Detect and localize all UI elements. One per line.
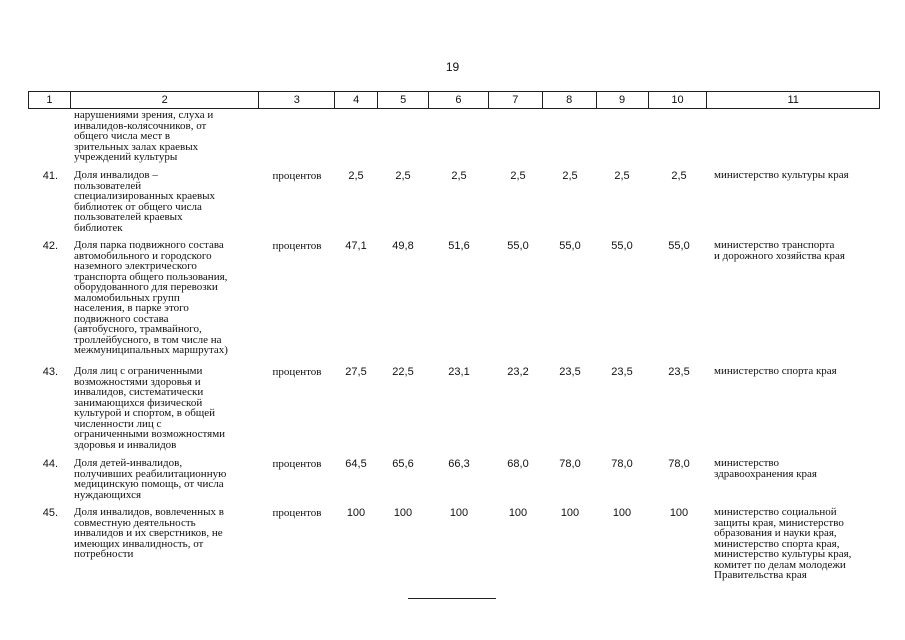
value-cell: 47,1 (345, 240, 367, 252)
row-index: 45. (42, 507, 58, 519)
name-line: учреждений культуры (74, 151, 178, 163)
name-line: нарушениями зрения, слуха и (74, 109, 214, 121)
unit-cell: процентов (272, 507, 322, 519)
name-line: потребности (74, 548, 134, 560)
name-line: совместную деятельность (74, 516, 196, 529)
name-line: занимающихся физической (74, 396, 203, 409)
name-line: транспорта общего пользования, (74, 270, 228, 283)
value-cell: 23,5 (668, 366, 690, 378)
value-cell: 78,0 (559, 458, 581, 470)
table-header-row (28, 91, 880, 109)
column-header-3: 3 (259, 92, 335, 108)
name-line: населения, в парке этого (74, 302, 189, 314)
column-header-4: 4 (335, 92, 378, 108)
value-cell: 23,5 (559, 366, 581, 378)
column-header-11: 11 (787, 94, 799, 106)
value-cell: 49,8 (392, 240, 414, 252)
column-header-6: 6 (429, 92, 489, 108)
value-cell: 2,5 (614, 170, 630, 182)
name-line: ограниченными возможностями (74, 428, 226, 440)
value-cell: 100 (560, 507, 580, 519)
value-cell: 100 (612, 507, 632, 519)
value-cell: 68,0 (507, 458, 529, 470)
value-cell: 2,5 (451, 170, 467, 182)
responsible-line: защиты края, министерство (714, 516, 844, 529)
value-cell: 55,0 (668, 240, 690, 252)
name-line: культурой и спортом, в общей (74, 407, 216, 419)
responsible-line: министерство (714, 457, 780, 469)
responsible-line: министерство культуры края (714, 169, 849, 181)
value-cell: 100 (449, 507, 469, 519)
value-cell: 23,2 (507, 366, 529, 378)
name-line: общего числа мест в (74, 130, 171, 142)
end-of-document-rule (408, 598, 496, 599)
value-cell: 55,0 (507, 240, 529, 252)
responsible-cell (714, 240, 884, 261)
name-line: наземного электрического (74, 260, 197, 272)
responsible-cell (714, 507, 884, 581)
name-line: Доля инвалидов, вовлеченных в (74, 506, 224, 518)
name-line: троллейбусного, в том числе на (74, 333, 222, 346)
name-line: Доля парка подвижного состава (74, 239, 224, 251)
name-line: нуждающихся (74, 488, 142, 501)
column-header-1: 1 (29, 92, 71, 108)
row-index: 43. (42, 366, 58, 378)
responsible-line: министерство спорта края (714, 365, 837, 377)
responsible-cell (714, 366, 884, 377)
indicator-name (74, 458, 264, 500)
responsible-cell (714, 458, 884, 479)
name-line: Доля лиц с ограниченными (74, 365, 203, 377)
name-line: инвалидов-колясочников, от (74, 119, 207, 132)
unit-cell: процентов (272, 458, 322, 470)
value-cell: 2,5 (348, 170, 364, 182)
name-line: (автобусного, трамвайного, (74, 323, 202, 335)
responsible-line: здравоохранения края (714, 467, 817, 480)
name-line: библиотек от общего числа (74, 200, 202, 213)
name-line: оборудованного для перевозки (74, 281, 218, 293)
value-cell: 55,0 (559, 240, 581, 252)
responsible-line: комитет по делам молодежи (714, 558, 846, 571)
responsible-line: Правительства края (714, 569, 807, 581)
value-cell: 2,5 (510, 170, 526, 182)
column-header-9: 9 (597, 92, 649, 108)
unit-cell: процентов (272, 170, 322, 182)
name-line: имеющих инвалидность, от (74, 537, 204, 550)
name-line: специализированных краевых (74, 190, 216, 202)
name-line: автомобильного и городского (74, 249, 212, 262)
value-cell: 51,6 (448, 240, 470, 252)
value-cell: 2,5 (562, 170, 578, 182)
indicator-name-continued (74, 110, 264, 163)
column-header-5: 5 (378, 92, 429, 108)
row-index: 44. (42, 458, 58, 470)
indicator-name (74, 507, 264, 560)
name-line: Доля инвалидов – (74, 169, 158, 181)
value-cell: 55,0 (611, 240, 633, 252)
indicator-name (74, 170, 264, 233)
unit-cell: процентов (272, 366, 322, 378)
name-line: зрительных залах краевых (74, 140, 199, 153)
name-line: пользователей (74, 179, 142, 192)
responsible-line: министерство спорта края, (714, 537, 840, 550)
column-header-7: 7 (489, 92, 543, 108)
value-cell: 23,1 (448, 366, 470, 378)
name-line: библиотек (74, 221, 123, 234)
indicator-name (74, 366, 264, 450)
name-line: Доля детей-инвалидов, (74, 457, 183, 469)
name-line: численности лиц с (74, 417, 162, 430)
value-cell: 2,5 (395, 170, 411, 182)
value-cell: 100 (346, 507, 366, 519)
responsible-line: образования и науки края, (714, 527, 837, 539)
row-index: 42. (42, 240, 58, 252)
responsible-line: министерство транспорта (714, 239, 835, 251)
name-line: здоровья и инвалидов (74, 438, 177, 451)
responsible-line: министерство культуры края, (714, 548, 852, 560)
value-cell: 27,5 (345, 366, 367, 378)
name-line: возможностями здоровья и (74, 375, 201, 388)
page-number: 19 (445, 60, 460, 74)
value-cell: 66,3 (448, 458, 470, 470)
unit-cell: процентов (272, 240, 322, 252)
name-line: подвижного состава (74, 312, 169, 325)
value-cell: 22,5 (392, 366, 414, 378)
column-header-8: 8 (543, 92, 597, 108)
name-line: инвалидов, систематически (74, 386, 204, 398)
name-line: получивших реабилитационную (74, 467, 227, 480)
row-index: 41. (42, 170, 58, 182)
name-line: медицинскую помощь, от числа (74, 478, 224, 490)
value-cell: 64,5 (345, 458, 367, 470)
name-line: инвалидов и их сверстников, не (74, 527, 223, 539)
name-line: пользователей краевых (74, 211, 183, 223)
name-line: межмуниципальных маршрутах) (74, 344, 228, 356)
value-cell: 65,6 (392, 458, 414, 470)
value-cell: 2,5 (671, 170, 687, 182)
value-cell: 100 (393, 507, 413, 519)
value-cell: 78,0 (668, 458, 690, 470)
column-header-10: 10 (649, 92, 708, 108)
name-line: маломобильных групп (74, 291, 180, 304)
responsible-line: министерство социальной (714, 506, 837, 518)
indicator-name (74, 240, 264, 356)
value-cell: 78,0 (611, 458, 633, 470)
column-header-2: 2 (71, 92, 260, 108)
value-cell: 100 (669, 507, 689, 519)
responsible-line: и дорожного хозяйства края (714, 249, 845, 262)
value-cell: 23,5 (611, 366, 633, 378)
value-cell: 100 (508, 507, 528, 519)
responsible-cell (714, 170, 884, 181)
